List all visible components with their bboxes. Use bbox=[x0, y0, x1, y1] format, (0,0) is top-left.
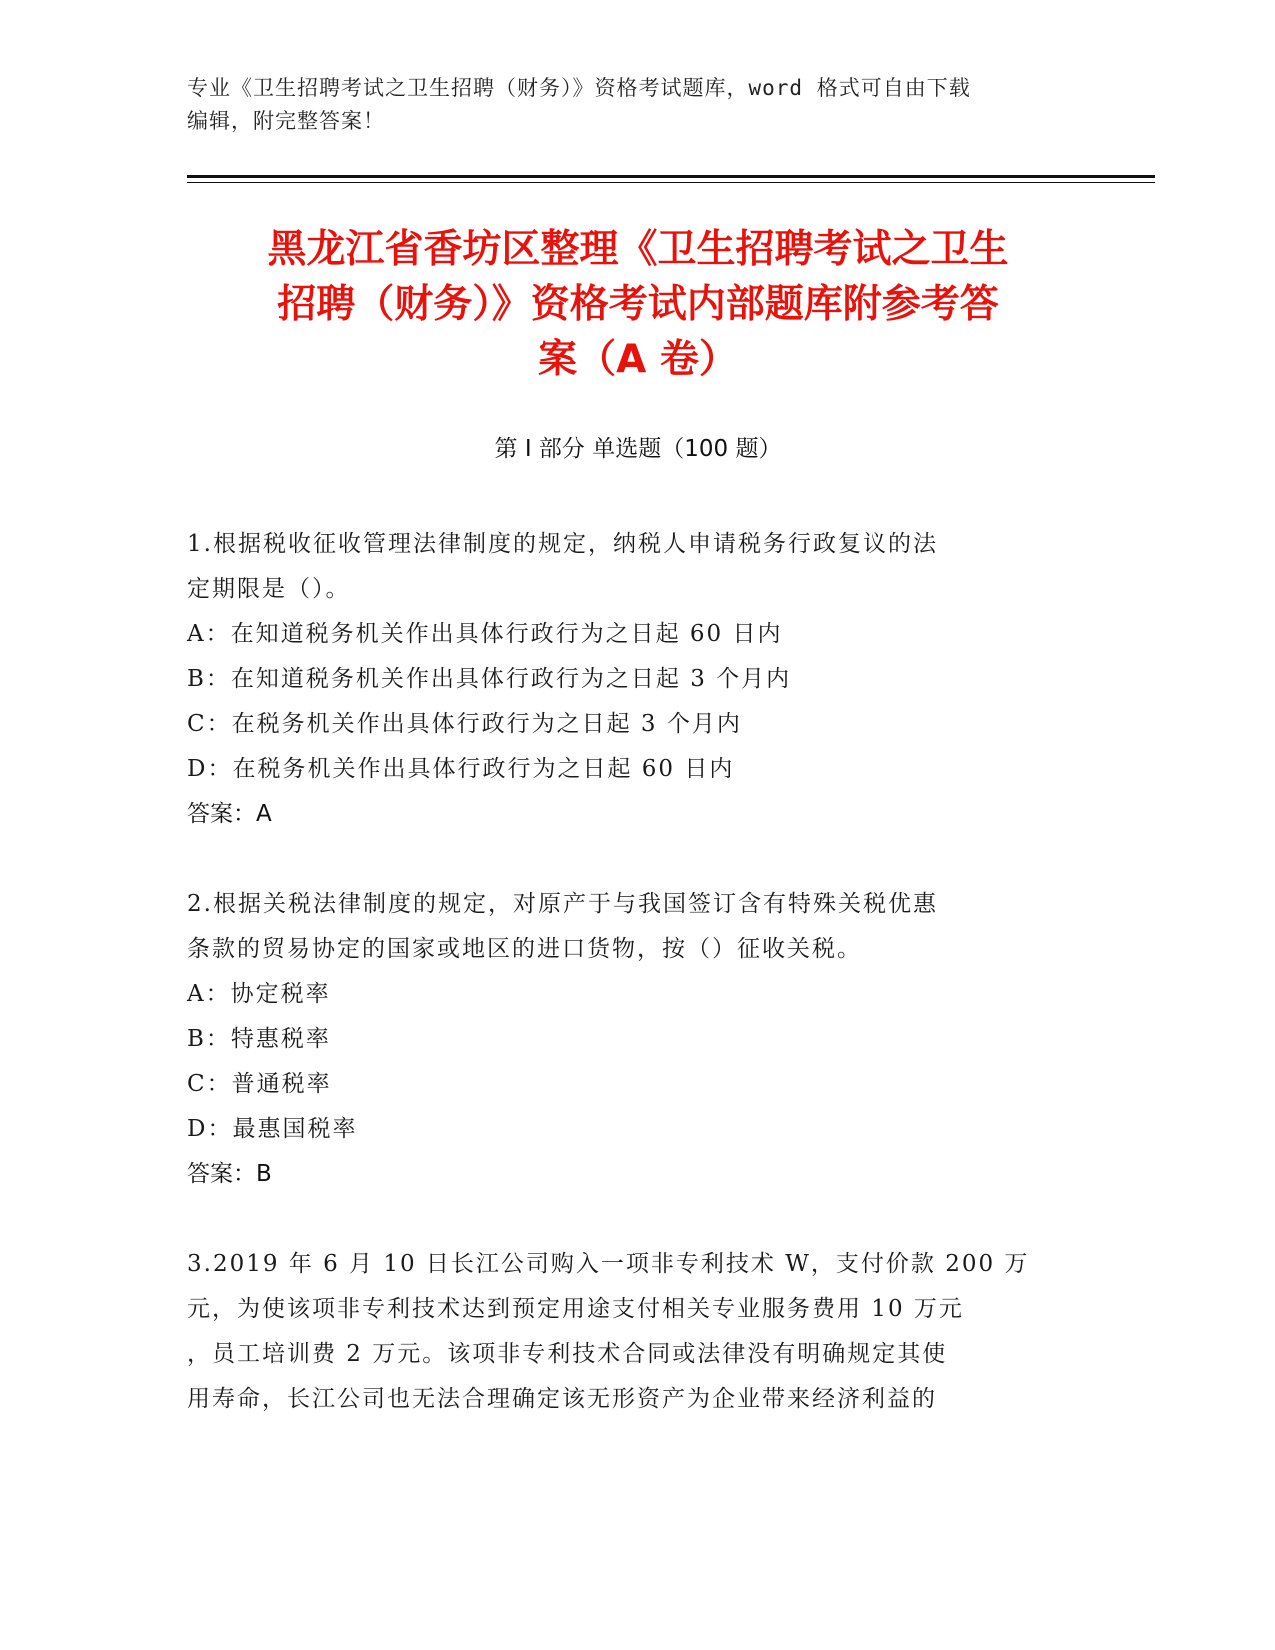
question-stem-line: ，员工培训费 2 万元。该项非专利技术合同或法律没有明确规定其使 bbox=[187, 1341, 948, 1367]
question-2 bbox=[187, 882, 1087, 1197]
option-a: A：协定税率 bbox=[187, 981, 331, 1007]
question-stem-line: 2.根据关税法律制度的规定，对原产于与我国签订含有特殊关税优惠 bbox=[187, 891, 938, 917]
document-title bbox=[187, 222, 1089, 387]
header-rule-thick bbox=[187, 175, 1155, 178]
option-b: B：在知道税务机关作出具体行政行为之日起 3 个月内 bbox=[187, 666, 792, 692]
question-stem-line: 定期限是（）。 bbox=[187, 576, 351, 602]
section-title: 第 I 部分 单选题（100 题） bbox=[494, 436, 782, 462]
option-d: D：在税务机关作出具体行政行为之日起 60 日内 bbox=[187, 756, 735, 782]
question-stem-line: 条款的贸易协定的国家或地区的进口货物，按（）征收关税。 bbox=[187, 936, 862, 962]
header-note bbox=[187, 72, 1067, 138]
option-d: D：最惠国税率 bbox=[187, 1116, 358, 1142]
answer-label: 答案：A bbox=[187, 801, 272, 827]
document-title-line-3: 案（A 卷） bbox=[538, 337, 738, 382]
header-note-line-1: 专业《卫生招聘考试之卫生招聘（财务）》资格考试题库，word 格式可自由下载 bbox=[187, 76, 971, 100]
header-note-line-2: 编辑，附完整答案！ bbox=[187, 109, 385, 133]
document-title-line-2: 招聘（财务）》资格考试内部题库附参考答 bbox=[277, 282, 999, 327]
question-1 bbox=[187, 522, 1087, 837]
option-c: C：普通税率 bbox=[187, 1071, 332, 1097]
question-stem-line: 用寿命，长江公司也无法合理确定该无形资产为企业带来经济利益的 bbox=[187, 1386, 937, 1412]
answer-label: 答案：B bbox=[187, 1161, 272, 1187]
question-list bbox=[187, 522, 1087, 1467]
document-title-line-1: 黑龙江省香坊区整理《卫生招聘考试之卫生 bbox=[267, 227, 1009, 272]
question-stem-line: 元，为使该项非专利技术达到预定用途支付相关专业服务费用 10 万元 bbox=[187, 1296, 964, 1322]
option-b: B：特惠税率 bbox=[187, 1026, 331, 1052]
option-a: A：在知道税务机关作出具体行政行为之日起 60 日内 bbox=[187, 621, 783, 647]
question-3 bbox=[187, 1242, 1087, 1422]
question-stem-line: 1.根据税收征收管理法律制度的规定，纳税人申请税务行政复议的法 bbox=[187, 531, 938, 557]
question-stem-line: 3.2019 年 6 月 10 日长江公司购入一项非专利技术 W，支付价款 200 万 bbox=[187, 1251, 1030, 1277]
header-rule-thin bbox=[187, 182, 1155, 183]
option-c: C：在税务机关作出具体行政行为之日起 3 个月内 bbox=[187, 711, 742, 737]
